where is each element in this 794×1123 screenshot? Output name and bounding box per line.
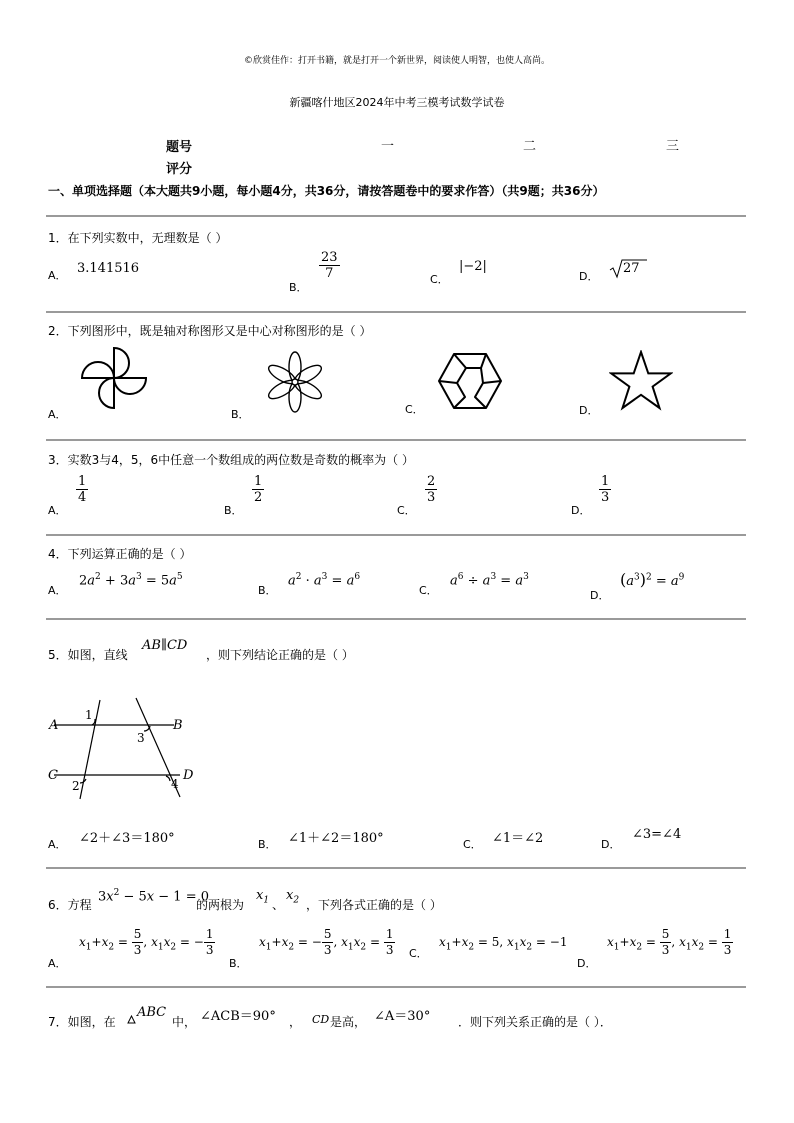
- point-label: A: [49, 718, 59, 733]
- q5-option-c-expr: ∠1＝∠2: [492, 831, 544, 846]
- parallel-lines-figure: [44, 695, 204, 803]
- q5-option-c-label: C．: [463, 838, 482, 851]
- question-5-stem-math: AB∥CD: [142, 638, 188, 653]
- q1-option-c-value: |−2|: [459, 259, 487, 274]
- angle-label: 3: [137, 731, 145, 745]
- question-3-stem: 3．实数3与4，5，6中任意一个数组成的两位数是奇数的概率为（ ）: [48, 453, 414, 467]
- header-motto: ©欣赏佳作：打开书籍，就是打开一个新世界，阅读使人明智，也使人高尚。: [243, 56, 550, 66]
- divider: [46, 867, 746, 869]
- question-6-equation: $3x^2 - 5x - 1 = 0$: [98, 888, 209, 905]
- q4-option-c-label: C．: [419, 584, 438, 597]
- q6-option-b-label: B．: [229, 957, 248, 970]
- question-7-stem-start: 7．如图，在: [48, 1015, 116, 1029]
- pinwheel-icon: [79, 346, 149, 410]
- question-6-stem-start: 6．方程: [48, 898, 92, 912]
- divider: [46, 311, 746, 313]
- q5-option-b-expr: ∠1＋∠2＝180°: [288, 831, 384, 846]
- angle-label: 2: [72, 779, 80, 793]
- divider: [46, 534, 746, 536]
- score-row-label-number: 题号: [166, 140, 193, 155]
- q3-option-b-fraction: $\frac{1}{2}$: [254, 474, 263, 505]
- question-6-root-2: $x_2$: [286, 888, 300, 906]
- q6-option-a-expr: $x_1+x_2$ = $\frac{5}{3}$ , $x_1x_2$ = − $\frac{1}{3}$: [79, 927, 214, 957]
- score-row-label-score: 评分: [166, 162, 193, 177]
- triangle-symbol-icon: [127, 1009, 136, 1028]
- q5-option-a-expr: ∠2＋∠3＝180°: [79, 831, 175, 846]
- divider: [46, 439, 746, 441]
- q1-option-a-value: 3.141516: [77, 261, 140, 276]
- question-2-stem: 2．下列图形中，既是轴对称图形又是中心对称图形的是（ ）: [48, 324, 372, 338]
- q3-option-a-fraction: $\frac{1}{4}$: [78, 474, 87, 505]
- question-7-stem-end: ．则下列关系正确的是（ ）．: [458, 1015, 612, 1029]
- question-7-triangle-name: ABC: [137, 1005, 167, 1020]
- question-6-stem-mid: 的两根为: [196, 898, 245, 912]
- q2-option-a-label: A．: [48, 408, 67, 421]
- divider: [46, 986, 746, 988]
- question-6-separator: 、: [272, 898, 285, 912]
- q2-option-d-label: D．: [579, 404, 599, 417]
- q6-option-c-label: C．: [409, 947, 428, 960]
- score-column-1: 一: [381, 139, 395, 154]
- q6-option-b-expr: $x_1+x_2$ = − $\frac{5}{3}$ , $x_1x_2$ = $\frac{1}{3}$: [259, 927, 394, 957]
- point-label: C: [48, 768, 58, 783]
- q3-option-b-label: B．: [224, 504, 243, 517]
- section-heading: 一、单项选择题（本大题共9小题，每小题4分，共36分，请按答题卷中的要求作答）（共9题；共36分）: [48, 184, 605, 198]
- divider: [46, 215, 746, 217]
- q4-option-d-label: D．: [590, 589, 610, 602]
- question-6-root-1: $x_1$: [256, 888, 270, 906]
- question-7-angle-a: ∠A＝30°: [374, 1009, 431, 1024]
- question-7-stem-mid1: 中，: [172, 1015, 197, 1029]
- question-7-stem-mid2: ，: [289, 1015, 302, 1029]
- point-label: D: [183, 768, 194, 783]
- q4-option-b-expr: $a^2 \cdot a^3 = a^6$: [288, 572, 361, 589]
- exam-title: 新疆喀什地区2024年中考三模考试数学试卷: [289, 96, 505, 109]
- question-6-stem-end: ，下列各式正确的是（ ）: [306, 898, 442, 912]
- q5-option-d-label: D．: [601, 838, 621, 851]
- q5-option-b-label: B．: [258, 838, 277, 851]
- q5-option-a-label: A．: [48, 838, 67, 851]
- q6-option-d-label: D．: [577, 957, 597, 970]
- star-icon: [609, 350, 673, 412]
- point-label: B: [173, 718, 183, 733]
- q3-option-a-label: A．: [48, 504, 67, 517]
- q1-option-b-label: B．: [289, 281, 308, 294]
- question-5-stem-end: ，则下列结论正确的是（ ）: [206, 648, 354, 662]
- q4-option-d-expr: $(a^3)^2 = a^9$: [620, 570, 685, 589]
- q1-option-d-label: D．: [579, 270, 599, 283]
- question-1-stem: 1．在下列实数中，无理数是（ ）: [48, 231, 228, 245]
- q1-option-b-fraction: $\frac{23}{7}$: [321, 250, 338, 281]
- question-7-segment: CD: [312, 1013, 330, 1026]
- q4-option-c-expr: $a^6 \div a^3 = a^3$: [450, 572, 529, 589]
- q4-option-a-label: A．: [48, 584, 67, 597]
- q3-option-d-label: D．: [571, 504, 591, 517]
- question-7-right-angle: ∠ACB＝90°: [200, 1009, 276, 1024]
- score-column-2: 二: [523, 139, 537, 154]
- q5-option-d-expr: ∠3=∠4: [632, 827, 682, 842]
- recycle-hexagon-icon: [437, 352, 503, 410]
- q6-option-a-label: A．: [48, 957, 67, 970]
- q3-option-c-fraction: $\frac{2}{3}$: [427, 474, 436, 505]
- question-4-stem: 4．下列运算正确的是（ ）: [48, 547, 192, 561]
- angle-label: 1: [85, 708, 93, 722]
- divider: [46, 618, 746, 620]
- q4-option-a-expr: $2a^2 + 3a^3 = 5a^5$: [79, 572, 183, 589]
- q6-option-c-expr: $x_1+x_2 = 5$, $x_1x_2 = -1$: [439, 935, 568, 953]
- question-5-stem-start: 5．如图，直线: [48, 648, 128, 662]
- question-7-stem-mid3: 是高，: [330, 1015, 367, 1029]
- q2-option-c-label: C．: [405, 403, 424, 416]
- score-column-3: 三: [666, 139, 680, 154]
- q4-option-b-label: B．: [258, 584, 277, 597]
- q6-option-d-expr: $x_1+x_2$ = $\frac{5}{3}$ , $x_1x_2$ = $\frac{1}{3}$: [607, 927, 732, 957]
- q1-option-c-label: C．: [430, 273, 449, 286]
- flower-icon: [263, 349, 327, 415]
- q3-option-d-fraction: $\frac{1}{3}$: [601, 474, 610, 505]
- q3-option-c-label: C．: [397, 504, 416, 517]
- q2-option-b-label: B．: [231, 408, 250, 421]
- q1-option-a-label: A．: [48, 269, 67, 282]
- angle-label: 4: [171, 777, 179, 791]
